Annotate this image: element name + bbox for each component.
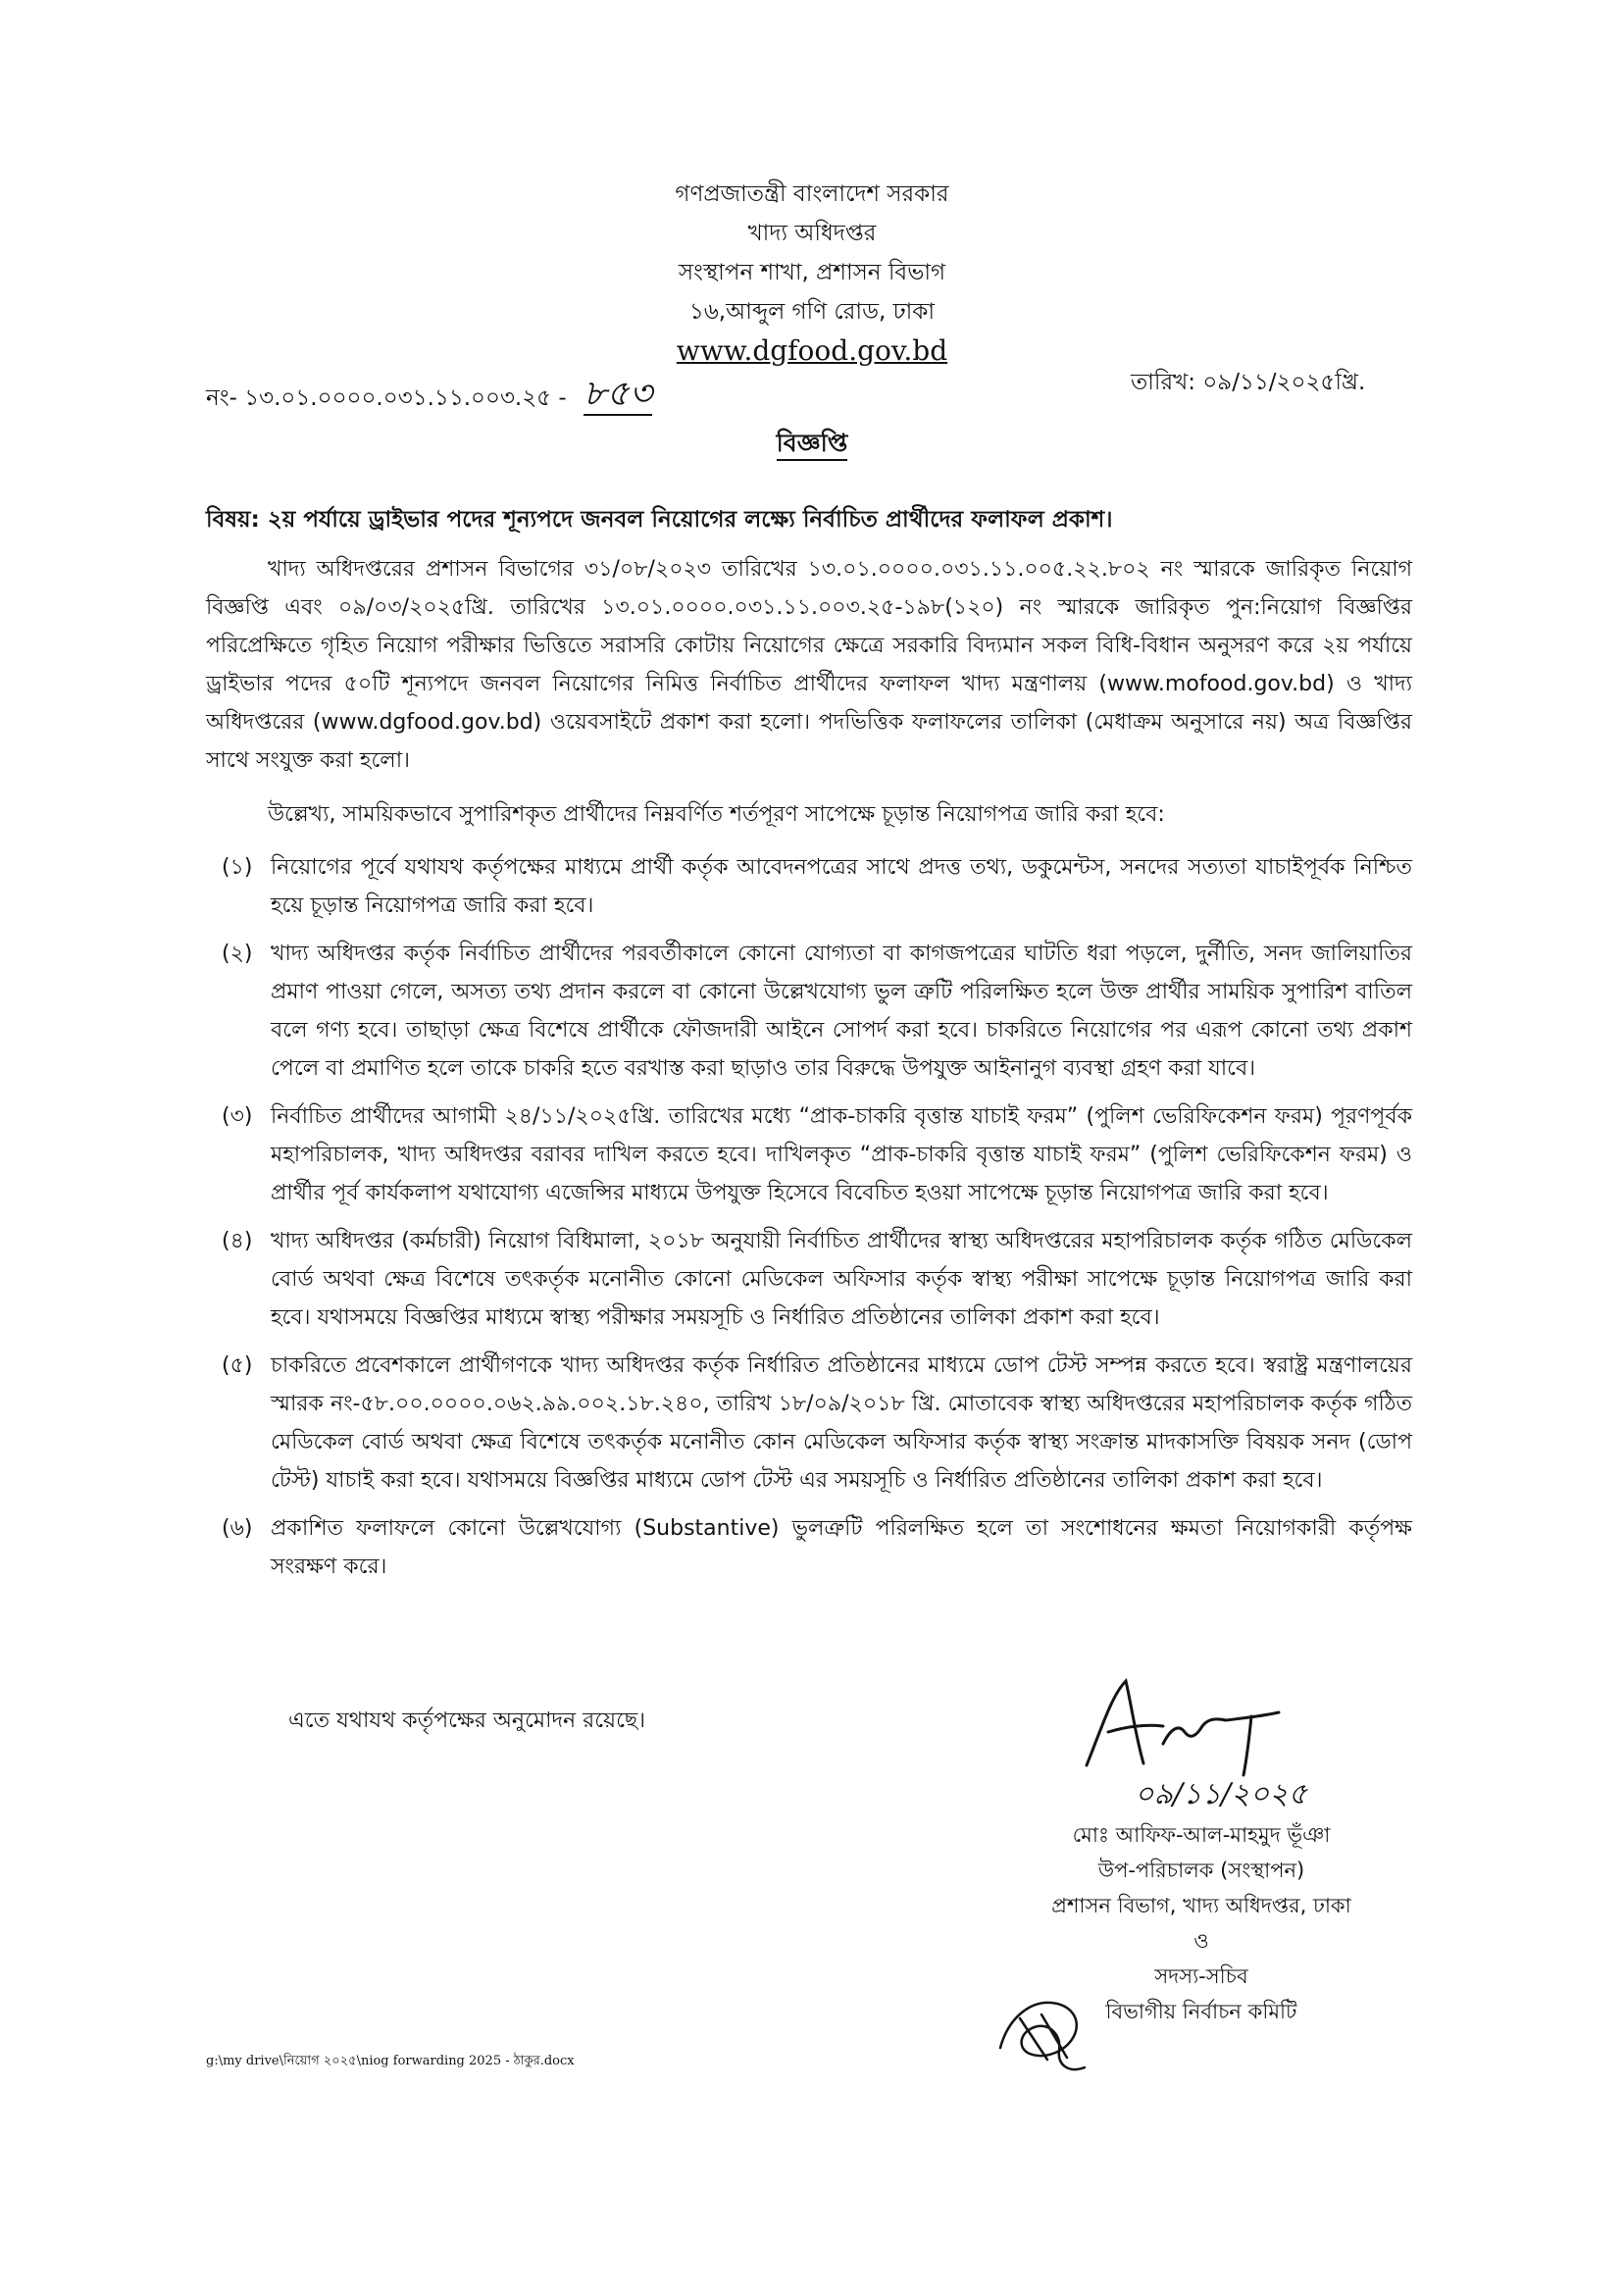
condition-item — [222, 935, 1412, 1088]
signatory-role: সদস্য-সচিব — [1154, 1964, 1248, 1988]
signatory-committee: বিভাগীয় নির্বাচন কমিটি — [1105, 2000, 1297, 2023]
approval-note: এতে যথাযথ কর্তৃপক্ষের অনুমোদন রয়েছে। — [288, 1708, 646, 1733]
condition-number: (১) — [222, 855, 253, 880]
condition-number: (৬) — [222, 1516, 253, 1541]
condition-item — [222, 848, 1412, 925]
condition-number: (৪) — [222, 1229, 253, 1253]
notice-title-text: বিজ্ঞপ্তি — [777, 429, 848, 461]
government-name: গণপ্রজাতন্ত্রী বাংলাদেশ সরকার — [675, 181, 949, 207]
signatory-name: মোঃ আফিফ-আল-মাহমুদ ভূঁঞা — [1072, 1823, 1331, 1847]
condition-number: (২) — [222, 942, 253, 966]
website-link[interactable]: www.dgfood.gov.bd — [676, 334, 948, 367]
section-name: সংস্থাপন শাখা, প্রশাসন বিভাগ — [678, 260, 946, 285]
condition-text: নির্বাচিত প্রার্থীদের আগামী ২৪/১১/২০২৫খ্রি. তারিখের মধ্যে “প্রাক-চাকরি বৃত্তান্ত যাচাই ফরম” (পুলিশ ভেরিফিকেশন ফরম) পূরণপূর্বক মহাপরিচালক, খাদ্য অধিদপ্তর বরাবর দাখিল করতে হবে। দাখিলকৃত “প্রাক-চাকরি বৃত্তান্ত যাচাই ফরম” (পুলিশ ভেরিফিকেশন ফরম) ও প্রার্থীর পূর্ব কার্যকলাপ যথাযোগ্য এজেন্সির মাধ্যমে উপযুক্ত হিসেবে বিবেচিত হওয়া সাপেক্ষে চূড়ান্ত নিয়োগপত্র জারি করা হবে। — [271, 1104, 1412, 1205]
condition-number: (৩) — [222, 1104, 253, 1129]
memo-date: তারিখ: ০৯/১১/২০২৫খ্রি. — [1131, 370, 1366, 395]
condition-item — [222, 1347, 1412, 1500]
condition-text: খাদ্য অধিদপ্তর কর্তৃক নির্বাচিত প্রার্থীদের পরবর্তীকালে কোনো যোগ্যতা বা কাগজপত্রের ঘাটতি ধরা পড়লে, দুর্নীতি, সনদ জালিয়াতির প্রমাণ পাওয়া গেলে, অসত্য তথ্য প্রদান করলে বা কোনো উল্লেখযোগ্য ভুল ত্রুটি পরিলক্ষিত হলে উক্ত প্রার্থীর সাময়িক সুপারিশ বাতিল বলে গণ্য হবে। তাছাড়া ক্ষেত্র বিশেষে প্রার্থীকে ফৌজদারী আইনে সোপর্দ করা হবে। চাকরিতে নিয়োগের পর এরূপ কোনো তথ্য প্রকাশ পেলে বা প্রমাণিত হলে তাকে চাকরি হতে বরখাস্ত করা ছাড়াও তার বিরুদ্ধে উপযুক্ত আইনানুগ ব্যবস্থা গ্রহণ করা যাবে। — [271, 942, 1412, 1081]
conditions-list — [222, 848, 1412, 1596]
body-paragraph-1: খাদ্য অধিদপ্তরের প্রশাসন বিভাগের ৩১/০৮/২০২৩ তারিখের ১৩.০১.০০০০.০৩১.১১.০০৫.২২.৮০২ নং স্মারকে জারিকৃত নিয়োগ বিজ্ঞপ্তি এবং ০৯/০৩/২০২৫খ্রি. তারিখের ১৩.০১.০০০০.০৩১.১১.০০৩.২৫-১৯৮(১২০) নং স্মারকে জারিকৃত পুন:নিয়োগ বিজ্ঞপ্তির পরিপ্রেক্ষিতে গৃহিত নিয়োগ পরীক্ষার ভিত্তিতে সরাসরি কোটায় নিয়োগের ক্ষেত্রে সরকারি বিদ্যমান সকল বিধি-বিধান অনুসরণ করে ২য় পর্যায়ে ড্রাইভার পদের ৫০টি শূন্যপদে জনবল নিয়োগের নিমিত্ত নির্বাচিত প্রার্থীদের ফলাফল খাদ্য মন্ত্রণালয় (www.mofood.gov.bd) ও খাদ্য অধিদপ্তরের (www.dgfood.gov.bd) ওয়েবসাইটে প্রকাশ করা হলো। পদভিত্তিক ফলাফলের তালিকা (মেধাক্রম অনুসারে নয়) অত্র বিজ্ঞপ্তির সাথে সংযুক্ত করা হলো। — [206, 557, 1412, 773]
signatory-office: প্রশাসন বিভাগ, খাদ্য অধিদপ্তর, ঢাকা — [1051, 1894, 1351, 1917]
condition-item — [222, 1097, 1412, 1212]
initial-scribble — [990, 1979, 1098, 2087]
notice-subject: বিষয়: ২য় পর্যায়ে ড্রাইভার পদের শূন্যপদে জনবল নিয়োগের লক্ষ্যে নির্বাচিত প্রার্থীদের ফলাফল প্রকাশ। — [206, 507, 1113, 533]
signatory-conjunction: ও — [1193, 1929, 1209, 1953]
memo-number-handwritten: ৮৫৩ — [584, 374, 653, 414]
file-path: g:\my drive\নিয়োগ ২০২৫\niog forwarding 2025 - ঠাকুর.docx — [206, 2054, 575, 2068]
department-name: খাদ্য অধিদপ্তর — [747, 221, 877, 246]
signature-scribble — [1069, 1667, 1294, 1785]
condition-item — [222, 1509, 1412, 1586]
condition-number: (৫) — [222, 1353, 253, 1378]
letterhead — [469, 175, 1155, 371]
signatory-designation: উপ-পরিচালক (সংস্থাপন) — [1097, 1859, 1305, 1882]
body-paragraph-2: উল্লেখ্য, সাময়িকভাবে সুপারিশকৃত প্রার্থীদের নিম্নবর্ণিত শর্তপূরণ সাপেক্ষে চূড়ান্ত নিয়োগপত্র জারি করা হবে: — [268, 802, 1165, 827]
memo-number — [206, 367, 652, 426]
notice-title — [0, 424, 1624, 466]
condition-text: নিয়োগের পূর্বে যথাযথ কর্তৃপক্ষের মাধ্যমে প্রার্থী কর্তৃক আবেদনপত্রের সাথে প্রদত্ত তথ্য, ডকুমেন্টস, সনদের সত্যতা যাচাইপূর্বক নিশ্চিত হয়ে চূড়ান্ত নিয়োগপত্র জারি করা হবে। — [271, 855, 1412, 918]
signature-date: ০৯/১১/২০২৫ — [1134, 1777, 1308, 1811]
condition-item — [222, 1222, 1412, 1337]
condition-text: চাকরিতে প্রবেশকালে প্রার্থীগণকে খাদ্য অধিদপ্তর কর্তৃক নির্ধারিত প্রতিষ্ঠানের মাধ্যমে ডোপ টেস্ট সম্পন্ন করতে হবে। স্বরাষ্ট্র মন্ত্রণালয়ের স্মারক নং-৫৮.০০.০০০০.০৬২.৯৯.০০২.১৮.২৪০, তারিখ ১৮/০৯/২০১৮ খ্রি. মোতাবেক স্বাস্থ্য অধিদপ্তরের মহাপরিচালক কর্তৃক গঠিত মেডিকেল বোর্ড অথবা ক্ষেত্র বিশেষে তৎকর্তৃক মনোনীত কোন মেডিকেল অফিসার কর্তৃক স্বাস্থ্য সংক্রান্ত মাদকাসক্তি বিষয়ক সনদ (ডোপ টেস্ট) যাচাই করা হবে। যথাসময়ে বিজ্ঞপ্তির মাধ্যমে ডোপ টেস্ট এর সময়সূচি ও নির্ধারিত প্রতিষ্ঠানের তালিকা প্রকাশ করা হবে। — [271, 1353, 1412, 1493]
condition-text: প্রকাশিত ফলাফলে কোনো উল্লেখযোগ্য (Substantive) ভুলত্রুটি পরিলক্ষিত হলে তা সংশোধনের ক্ষমতা নিয়োগকারী কর্তৃপক্ষ সংরক্ষণ করে। — [271, 1516, 1412, 1579]
office-address: ১৬,আব্দুল গণি রোড, ঢাকা — [688, 299, 936, 325]
memo-number-text: নং- ১৩.০১.০০০০.০৩১.১১.০০৩.২৫ - — [206, 385, 567, 411]
condition-text: খাদ্য অধিদপ্তর (কর্মচারী) নিয়োগ বিধিমালা, ২০১৮ অনুযায়ী নির্বাচিত প্রার্থীদের স্বাস্থ্য অধিদপ্তরের মহাপরিচালক কর্তৃক গঠিত মেডিকেল বোর্ড অথবা ক্ষেত্র বিশেষে তৎকর্তৃক মনোনীত কোনো মেডিকেল অফিসার কর্তৃক স্বাস্থ্য পরীক্ষা সাপেক্ষে চূড়ান্ত নিয়োগপত্র জারি করা হবে। যথাসময়ে বিজ্ঞপ্তির মাধ্যমে স্বাস্থ্য পরীক্ষার সময়সূচি ও নির্ধারিত প্রতিষ্ঠানের তালিকা প্রকাশ করা হবে। — [271, 1229, 1412, 1330]
